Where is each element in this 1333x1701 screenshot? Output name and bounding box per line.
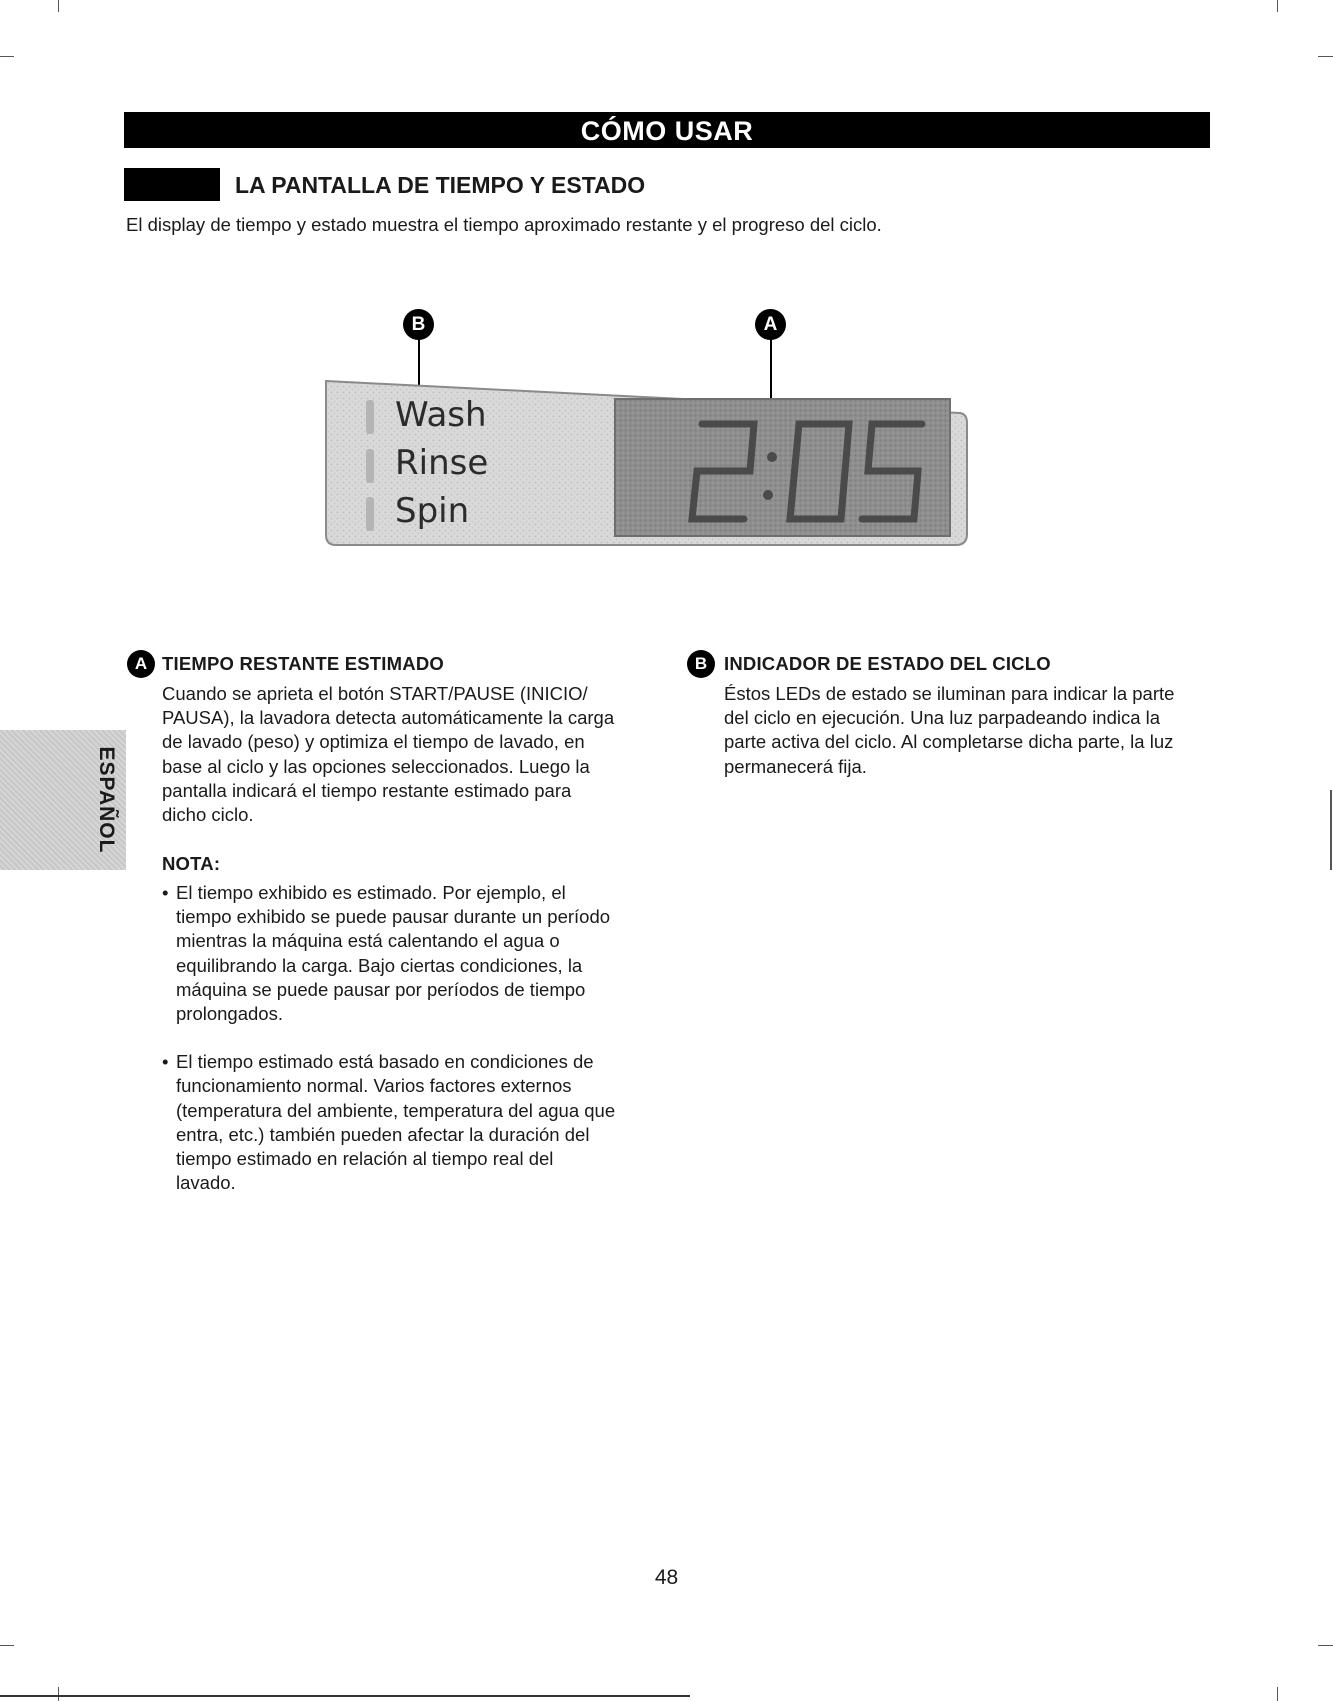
note-line: El tiempo estimado está basado en condiciones de <box>176 1051 594 1073</box>
callout-b-marker: B <box>403 309 434 340</box>
note-line: máquina se puede pausar por períodos de tiempo <box>176 978 586 1000</box>
body-line: del ciclo en ejecución. Una luz parpadeando indica la <box>724 707 1161 729</box>
note-item <box>162 881 662 1026</box>
colon-dot-top <box>767 452 777 462</box>
status-label-spin: Spin <box>395 491 470 531</box>
body-line: Éstos LEDs de estado se iluminan para indicar la parte <box>724 683 1175 704</box>
cycle-status-body <box>724 682 1224 779</box>
body-line: parte activa del ciclo. Al completarse dicha parte, la luz <box>724 731 1174 753</box>
body-line: permanecerá fija. <box>724 755 867 777</box>
bullet-point: • <box>162 1051 169 1073</box>
body-line: de lavado (peso) y optimiza el tiempo de lavado, en <box>162 731 585 753</box>
colon-dot-bottom <box>763 490 773 500</box>
intro-paragraph: El display de tiempo y estado muestra el tiempo aproximado restante y el progreso del ciclo. <box>126 214 882 235</box>
status-display-illustration <box>324 379 969 549</box>
callout-a-marker: A <box>755 309 786 340</box>
language-tab-label: ESPAÑOL <box>95 746 118 854</box>
note-line: tiempo estimado en relación al tiempo real del <box>176 1148 554 1170</box>
crop-mark <box>1318 1645 1333 1646</box>
status-display-panel <box>324 379 969 549</box>
status-label-wash: Wash <box>395 395 487 435</box>
section-title: LA PANTALLA DE TIEMPO Y ESTADO <box>235 172 646 198</box>
note-list <box>162 881 662 1219</box>
wash-led <box>366 400 374 434</box>
crop-mark <box>0 56 14 57</box>
page-number: 48 <box>654 1566 679 1589</box>
spin-led <box>366 497 374 531</box>
rinse-led <box>366 449 374 483</box>
crop-mark <box>58 1687 59 1701</box>
section-marker-block <box>124 168 220 201</box>
cycle-status-heading: INDICADOR DE ESTADO DEL CICLO <box>724 653 1051 674</box>
section-banner: CÓMO USAR <box>124 112 1210 148</box>
crop-mark <box>0 1645 14 1646</box>
note-line: mientras la máquina está calentando el agua o <box>176 930 560 952</box>
status-label-rinse: Rinse <box>395 443 489 483</box>
section-b-marker: B <box>687 650 715 678</box>
crop-mark <box>1277 1687 1278 1701</box>
note-line: lavado. <box>176 1172 236 1194</box>
note-line: tiempo exhibido se puede pausar durante un período <box>176 906 611 928</box>
body-line: PAUSA), la lavadora detecta automáticamente la carga <box>162 707 615 729</box>
crop-mark <box>1277 0 1278 12</box>
body-line: Cuando se aprieta el botón START/PAUSE (INICIO/ <box>162 683 588 704</box>
bottom-rule <box>0 1695 690 1697</box>
note-line: equilibrando la carga. Bajo ciertas condiciones, la <box>176 954 583 976</box>
bullet-point: • <box>162 882 169 903</box>
crop-mark <box>1330 790 1332 870</box>
note-line: entra, etc.) también pueden afectar la duración del <box>176 1123 590 1145</box>
note-label: NOTA: <box>162 853 221 874</box>
body-line: pantalla indicará el tiempo restante estimado para <box>162 779 572 801</box>
note-line: (temperatura del ambiente, temperatura del agua que <box>176 1099 616 1121</box>
note-line: El tiempo exhibido es estimado. Por ejemplo, el <box>176 882 566 903</box>
note-line: funcionamiento normal. Varios factores externos <box>176 1075 572 1097</box>
crop-mark <box>58 0 59 12</box>
note-item <box>162 1050 662 1195</box>
note-line: prolongados. <box>176 1003 283 1025</box>
crop-mark <box>1318 56 1333 57</box>
estimated-time-body <box>162 682 662 827</box>
estimated-time-heading: TIEMPO RESTANTE ESTIMADO <box>162 653 444 674</box>
body-line: dicho ciclo. <box>162 804 254 826</box>
section-a-marker: A <box>127 650 155 678</box>
body-line: base al ciclo y las opciones seleccionados. Luego la <box>162 755 590 777</box>
